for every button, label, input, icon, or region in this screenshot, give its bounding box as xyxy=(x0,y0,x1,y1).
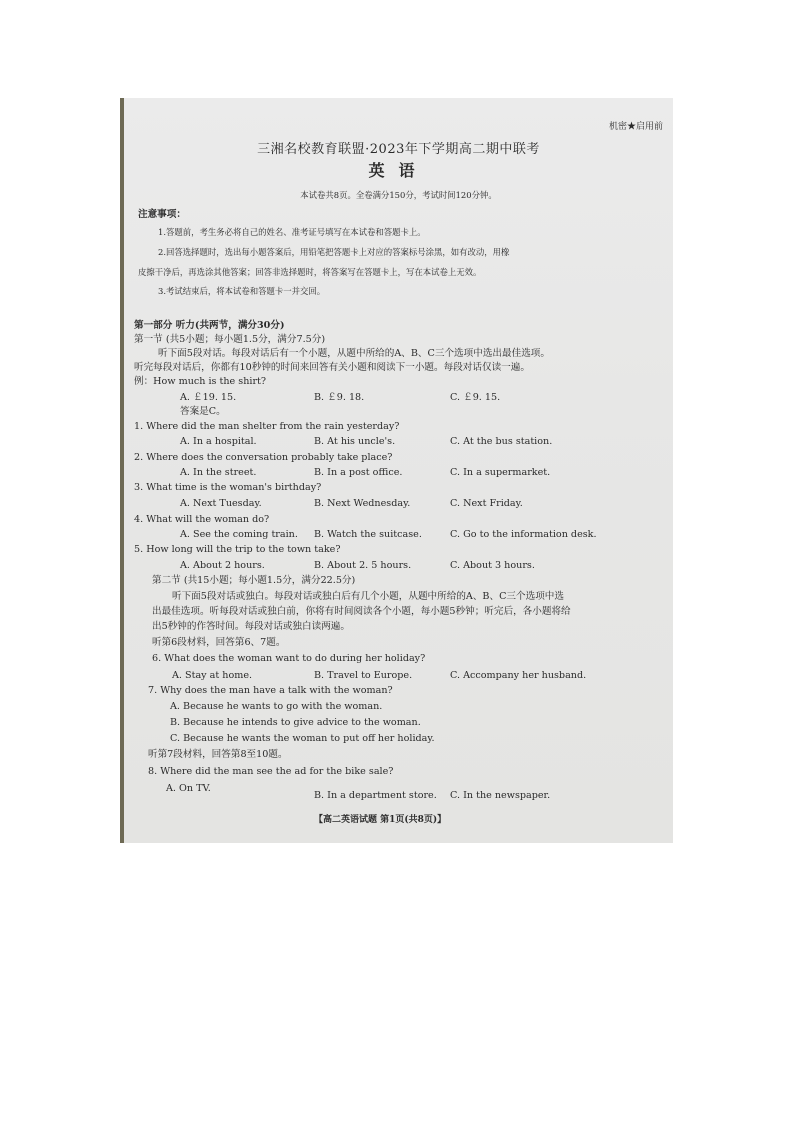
q3-option-a: A. Next Tuesday. xyxy=(180,498,262,509)
q2-option-a: A. In the street. xyxy=(180,467,257,478)
q4-option-b: B. Watch the suitcase. xyxy=(314,529,422,540)
q1-option-a: A. In a hospital. xyxy=(180,436,257,447)
q7-option-a: A. Because he wants to go with the woman. xyxy=(170,701,383,712)
section2-instruction: 出最佳选项。听每段对话或独白前，你将有时间阅读各个小题，每小题5秒钟；听完后，各小题将给 xyxy=(152,606,571,617)
exam-title: 三湘名校教育联盟·2023年下学期高二期中联考 xyxy=(257,142,540,157)
page-footer: 【高二英语试题 第1页(共8页)】 xyxy=(314,815,447,825)
note-item: 3.考试结束后，将本试卷和答题卡一并交回。 xyxy=(158,286,326,296)
note-item: 2.回答选择题时，选出每小题答案后，用铅笔把答题卡上对应的答案标号涂黑，如有改动，用橡 xyxy=(158,247,510,257)
question-3: 3. What time is the woman's birthday? xyxy=(134,482,322,493)
q4-option-c: C. Go to the information desk. xyxy=(450,529,597,540)
example-option-a: A. ￡19. 15. xyxy=(180,392,237,403)
q5-option-b: B. About 2. 5 hours. xyxy=(314,560,412,571)
section1-instruction: 听下面5段对话。每段对话后有一个小题，从题中所给的A、B、C三个选项中选出最佳选项。 xyxy=(158,348,550,359)
question-2: 2. Where does the conversation probably take place? xyxy=(134,452,393,463)
question-4: 4. What will the woman do? xyxy=(134,514,270,525)
q6-option-b: B. Travel to Europe. xyxy=(314,670,413,681)
exam-page-photo xyxy=(120,98,673,843)
q2-option-c: C. In a supermarket. xyxy=(450,467,551,478)
question-1: 1. Where did the man shelter from the rain yesterday? xyxy=(134,421,400,432)
q5-option-c: C. About 3 hours. xyxy=(450,560,535,571)
notes-heading: 注意事项： xyxy=(138,209,186,220)
section2-heading: 第二节 (共15小题；每小题1.5分，满分22.5分) xyxy=(152,575,356,586)
question-6: 6. What does the woman want to do during her holiday? xyxy=(152,653,426,664)
q3-option-b: B. Next Wednesday. xyxy=(314,498,411,509)
section1-heading: 第一节 (共5小题；每小题1.5分，满分7.5分) xyxy=(134,334,326,345)
q6-option-c: C. Accompany her husband. xyxy=(450,670,587,681)
section2-instruction: 听下面5段对话或独白。每段对话或独白后有几个小题，从题中所给的A、B、C三个选项中选 xyxy=(172,591,564,602)
q3-option-c: C. Next Friday. xyxy=(450,498,523,509)
q2-option-b: B. In a post office. xyxy=(314,467,403,478)
confidential-mark: 机密★启用前 xyxy=(608,122,663,132)
question-7: 7. Why does the man have a talk with the woman? xyxy=(148,685,393,696)
q6-option-a: A. Stay at home. xyxy=(172,670,253,681)
material-7-note: 听第7段材料，回答第8至10题。 xyxy=(148,749,288,760)
question-5: 5. How long will the trip to the town take? xyxy=(134,544,341,555)
exam-info: 本试卷共8页。全卷满分150分，考试时间120分钟。 xyxy=(300,190,497,200)
material-6-note: 听第6段材料，回答第6、7题。 xyxy=(152,637,286,648)
question-8: 8. Where did the man see the ad for the bike sale? xyxy=(148,766,394,777)
section2-instruction: 出5秒钟的作答时间。每段对话或独白读两遍。 xyxy=(152,621,350,632)
q8-option-c: C. In the newspaper. xyxy=(450,790,551,801)
example-answer: 答案是C。 xyxy=(180,406,226,417)
q8-option-b: B. In a department store. xyxy=(314,790,437,801)
example-question: 例：How much is the shirt? xyxy=(134,376,267,387)
q1-option-b: B. At his uncle's. xyxy=(314,436,396,447)
note-item: 1.答题前，考生务必将自己的姓名、准考证号填写在本试卷和答题卡上。 xyxy=(158,227,426,237)
q7-option-b: B. Because he intends to give advice to the woman. xyxy=(170,717,421,728)
q8-option-a: A. On TV. xyxy=(166,783,211,794)
example-option-c: C. ￡9. 15. xyxy=(450,392,501,403)
q7-option-c: C. Because he wants the woman to put off her holiday. xyxy=(170,733,435,744)
note-item: 皮擦干净后，再选涂其他答案；回答非选择题时，将答案写在答题卡上，写在本试卷上无效。 xyxy=(138,267,482,277)
section1-instruction: 听完每段对话后，你都有10秒钟的时间来回答有关小题和阅读下一小题。每段对话仅读一遍。 xyxy=(134,362,530,373)
q1-option-c: C. At the bus station. xyxy=(450,436,553,447)
part1-heading: 第一部分 听力(共两节，满分30分) xyxy=(134,320,285,331)
subject-title: 英语 xyxy=(368,161,429,180)
example-option-b: B. ￡9. 18. xyxy=(314,392,365,403)
q5-option-a: A. About 2 hours. xyxy=(180,560,265,571)
q4-option-a: A. See the coming train. xyxy=(180,529,298,540)
